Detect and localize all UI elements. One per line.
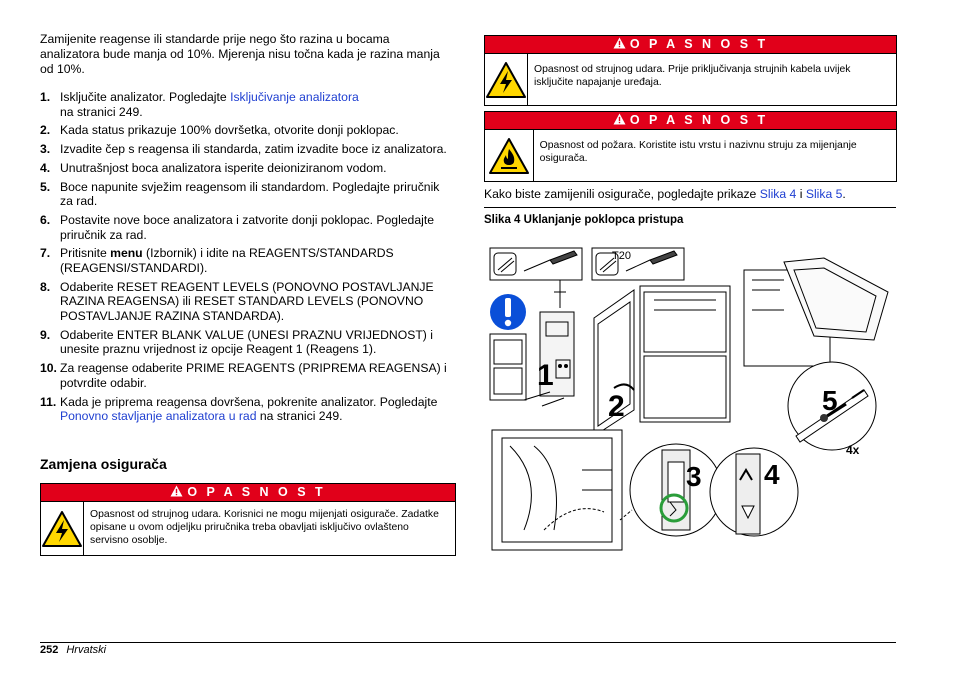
- figure-illustration: [484, 240, 896, 558]
- step-1: 1. Isključite analizator. Pogledajte Isključivanje analizatora na stranici 249.: [40, 90, 359, 119]
- fuse-holder-detail-3: [630, 444, 722, 536]
- analyzer-inside-sketch: [492, 430, 632, 550]
- step-number: 4.: [40, 160, 51, 175]
- analyzer-panel-removal-sketch: [744, 258, 888, 366]
- link-iskljucivanje[interactable]: Isključivanje analizatora: [230, 90, 359, 104]
- danger-header: O P A S N O S T: [485, 112, 896, 129]
- step-number: 10.: [40, 361, 57, 376]
- step-number: 3.: [40, 142, 51, 157]
- procedure-steps: [40, 90, 455, 428]
- link-slika-5[interactable]: Slika 5: [805, 187, 843, 201]
- danger-text: Opasnost od požara. Koristite istu vrstu i nazivnu struju za mijenjanje osigurača.: [539, 140, 857, 164]
- tools-panel: [490, 248, 684, 280]
- danger-text: Opasnost od strujnog udara. Prije priključivanja strujnih kabela uvijek isključite napajanje uređaja.: [534, 64, 851, 88]
- step-number: 2.: [40, 123, 51, 138]
- danger-box-left: [40, 483, 456, 556]
- danger-box-right-2: [484, 111, 897, 182]
- step-7: 7. Pritisnite menu (Izbornik) i idite na REAGENTS/STANDARDS (REAGENSI/STANDARDI).: [40, 246, 394, 276]
- electric-shock-icon: [485, 54, 528, 105]
- warning-triangle-icon: [613, 37, 626, 54]
- step-number: 5.: [40, 179, 51, 194]
- tool-label-t20: T20: [612, 250, 631, 262]
- step-number: 9.: [40, 327, 51, 342]
- footer-language: Hrvatski: [66, 644, 107, 656]
- figure-caption: Slika 4 Uklanjanje poklopca pristupa: [484, 207, 896, 226]
- warning-triangle-icon: [613, 113, 626, 130]
- intro-paragraph: Zamijenite reagense ili standarde prije nego što razina u bocama analizatora bude manja od 10%. Mjerenja nisu točna kada je razina manja od 10%.: [40, 32, 440, 76]
- warning-triangle-icon: [170, 485, 183, 502]
- step-8: 8. Odaberite RESET REAGENT LEVELS (PONOVNO POSTAVLJANJE RAZINA REAGENSA) ili RESET STANDARD LEVELS (PONOVNO POSTAVLJANJE RAZINA STANDARDA).: [40, 279, 434, 324]
- step-6: 6. Postavite nove boce analizatora i zatvorite donji poklopac. Pogledajte priručnik za rad.: [40, 213, 434, 242]
- fire-hazard-icon: [485, 130, 534, 181]
- step-2: 2. Kada status prikazuje 100% dovršetka, otvorite donji poklopac.: [40, 123, 399, 138]
- step-3: 3. Izvadite čep s reagensa ili standarda, zatim izvadite boce iz analizatora.: [40, 142, 447, 157]
- danger-header: O P A S N O S T: [485, 36, 896, 53]
- menu-key: menu: [110, 246, 143, 261]
- step-number: 1.: [40, 90, 51, 104]
- page-footer: [40, 644, 106, 656]
- step-number: 7.: [40, 246, 51, 261]
- danger-text: Opasnost od strujnog udara. Korisnici ne mogu mijenjati osigurače. Zadatke opisane u ovom odjeljku priručnika treba obavljati isključivo ovlašteno servisno osoblje.: [90, 509, 439, 546]
- step-10: 10. Za reagense odaberite PRIME REAGENTS (PRIPREMA REAGENSA) i potvrdite odabir.: [40, 361, 447, 390]
- reference-paragraph: Kako biste zamijenili osigurače, pogledajte prikaze Slika 4 i Slika 5.: [484, 187, 846, 201]
- section-title: Zamjena osigurača: [40, 456, 167, 472]
- electric-shock-icon: [41, 502, 84, 555]
- step-number: 6.: [40, 213, 51, 228]
- step-number: 11.: [40, 394, 57, 409]
- danger-box-right-1: [484, 35, 897, 106]
- page-number: 252: [40, 644, 59, 656]
- step-label-5: 5: [822, 385, 838, 416]
- step-9: 9. Odaberite ENTER BLANK VALUE (UNESI PRAZNU VRIJEDNOST) i unesite praznu vrijednost iz opcije Reagent 1 (Reagens 1).: [40, 327, 433, 357]
- screw-count-label: 4x: [846, 443, 860, 457]
- link-ponovno-stavljanje[interactable]: Ponovno stavljanje analizatora u rad: [60, 409, 257, 424]
- step-label-4: 4: [764, 459, 780, 490]
- step-label-2: 2: [608, 390, 625, 423]
- step-4: 4. Unutrašnjost boca analizatora isperite deioniziranom vodom.: [40, 160, 387, 175]
- danger-header: O P A S N O S T: [41, 484, 455, 501]
- step-label-3: 3: [686, 461, 702, 492]
- step-number: 8.: [40, 279, 51, 294]
- step-11: 11. Kada je priprema reagensa dovršena, pokrenite analizator. Pogledajte Ponovno stavljanje analizatora u rad na stranici 249.: [40, 394, 438, 424]
- link-slika-4[interactable]: Slika 4: [759, 187, 797, 201]
- fuse-holder-detail-4: [710, 448, 798, 536]
- step-label-1: 1: [537, 359, 554, 392]
- info-exclamation-icon: [490, 294, 526, 330]
- step-5: 5. Boce napunite svježim reagensom ili standardom. Pogledajte priručnik za rad.: [40, 179, 440, 209]
- footer-rule: [40, 642, 896, 643]
